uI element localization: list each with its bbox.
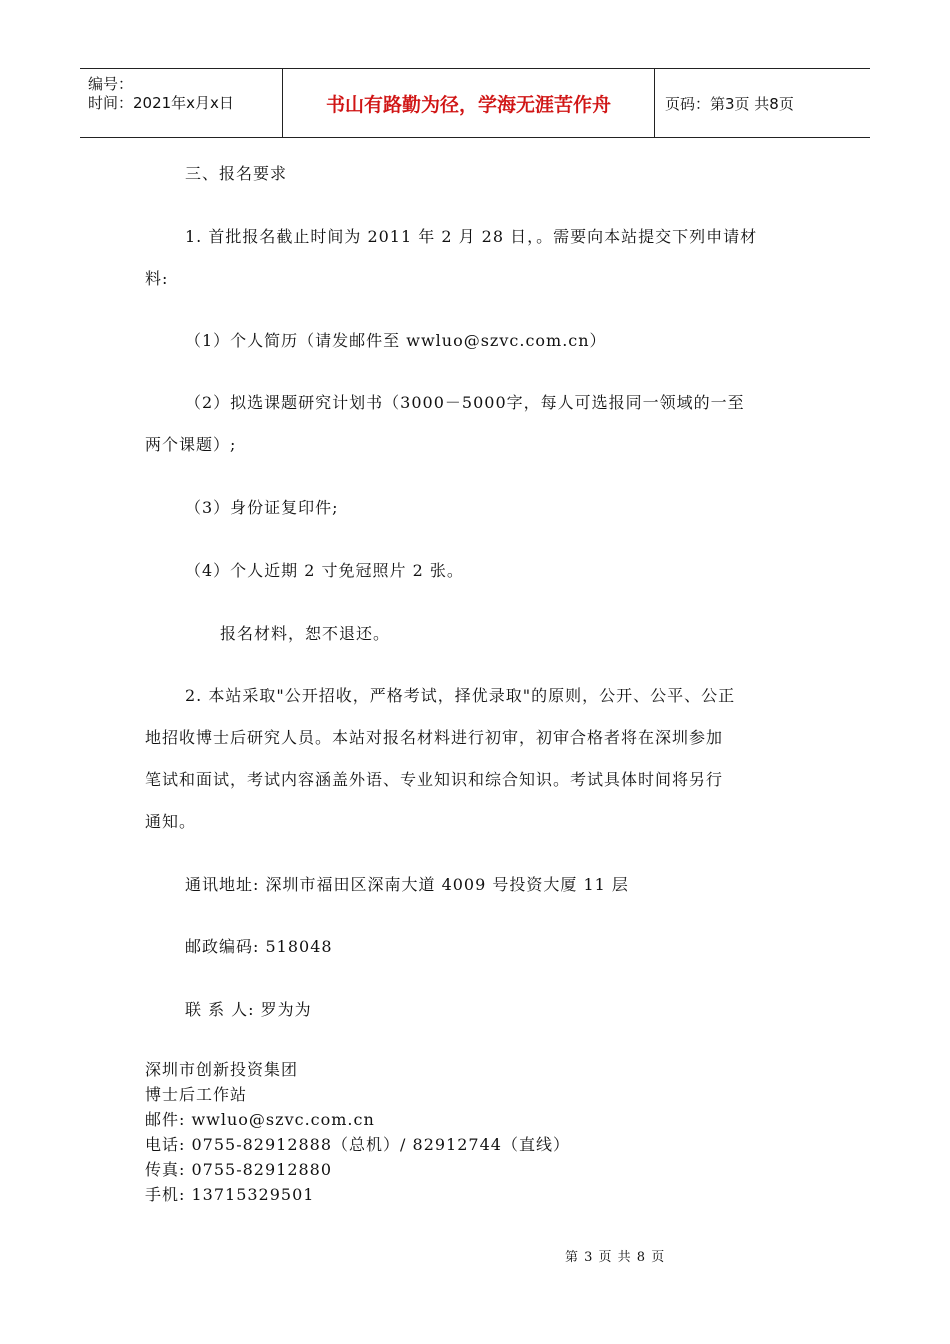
signature-org-name: 深圳市创新投资集团 xyxy=(145,1060,299,1079)
header-page-info: 页码：第3页 共8页 xyxy=(665,94,794,113)
header-motto: 书山有路勤为径，学海无涯苦作舟 xyxy=(282,69,655,137)
signature-workstation: 博士后工作站 xyxy=(145,1085,248,1104)
paragraph-2-line-1: 2. 本站采取"公开招收，严格考试，择优录取"的原则，公开、公平、公正 xyxy=(185,686,736,705)
signature-fax: 传真: 0755-82912880 xyxy=(145,1160,333,1179)
section-title: 三、报名要求 xyxy=(185,164,288,183)
requirement-item-2-line-2: 两个课题）; xyxy=(145,435,237,454)
materials-note: 报名材料，恕不退还。 xyxy=(220,624,391,643)
requirement-item-3: （3）身份证复印件; xyxy=(185,498,339,517)
contact-person: 联 系 人: 罗为为 xyxy=(185,1000,312,1019)
mailing-address: 通讯地址: 深圳市福田区深南大道 4009 号投资大厦 11 层 xyxy=(185,875,629,894)
paragraph-2-line-4: 通知。 xyxy=(145,812,197,831)
signature-block xyxy=(145,1057,570,1207)
requirement-item-4: （4）个人近期 2 寸免冠照片 2 张。 xyxy=(185,561,464,580)
postal-code: 邮政编码: 518048 xyxy=(185,937,333,956)
paragraph-1-line-2: 料: xyxy=(145,269,169,288)
signature-email: 邮件: wwluo@szvc.com.cn xyxy=(145,1110,375,1129)
paragraph-2-line-2: 地招收博士后研究人员。本站对报名材料进行初审，初审合格者将在深圳参加 xyxy=(145,728,724,747)
document-time: 时间：2021年x月x日 xyxy=(88,94,234,112)
header-table xyxy=(80,68,870,138)
header-left-cell xyxy=(80,69,282,137)
page-footer: 第 3 页 共 8 页 xyxy=(565,1250,666,1265)
signature-phone: 电话: 0755-82912888（总机）/ 82912744（直线） xyxy=(145,1135,570,1154)
signature-mobile: 手机: 13715329501 xyxy=(145,1185,315,1204)
document-number-label: 编号： xyxy=(88,75,134,93)
paragraph-2-line-3: 笔试和面试，考试内容涵盖外语、专业知识和综合知识。考试具体时间将另行 xyxy=(145,770,724,789)
requirement-item-1: （1）个人简历（请发邮件至 wwluo@szvc.com.cn） xyxy=(185,331,607,350)
paragraph-1-line-1: 1. 首批报名截止时间为 2011 年 2 月 28 日，。需要向本站提交下列申请材 xyxy=(185,227,758,246)
requirement-item-2-line-1: （2）拟选课题研究计划书（3000－5000字，每人可选报同一领域的一至 xyxy=(185,393,745,412)
